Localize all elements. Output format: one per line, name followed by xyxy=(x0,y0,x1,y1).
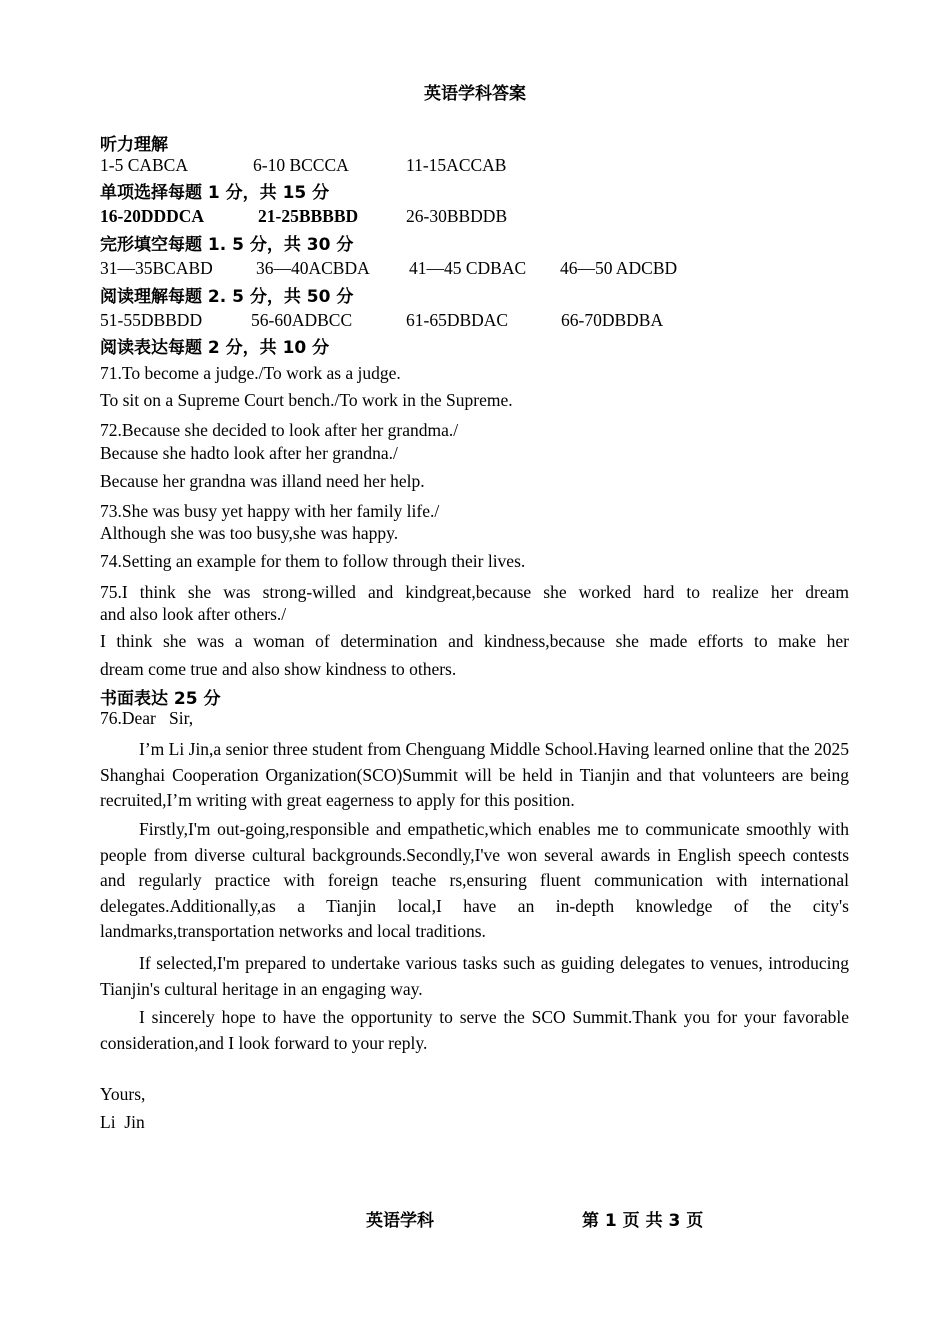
answer-line: dream come true and also show kindness to others. xyxy=(100,659,457,679)
footer-subject: 英语学科 xyxy=(366,1211,434,1231)
answer-group: 66-70DBDBA xyxy=(561,310,664,330)
answer-line: 74.Setting an example for them to follow through their lives. xyxy=(100,551,526,571)
answer-line: I think she was a woman of determination and kindness,because she made efforts to make her xyxy=(100,631,849,651)
answer-line: Because her grandna was illand need her help. xyxy=(100,471,425,491)
answer-group: 36—40ACBDA xyxy=(256,258,370,278)
answer-line: and also look after others./ xyxy=(100,604,287,624)
answer-group: 26-30BBDDB xyxy=(406,206,508,226)
letter-paragraph xyxy=(100,951,849,1002)
letter-paragraph xyxy=(100,737,849,814)
letter-closing: Yours, xyxy=(100,1084,146,1104)
answer-line: Because she hadto look after her grandna./ xyxy=(100,443,398,463)
page-title: 英语学科答案 xyxy=(424,84,526,104)
answer-line: 72.Because she decided to look after her grandma./ xyxy=(100,420,459,440)
answer-group: 46—50 ADCBD xyxy=(560,258,678,278)
answer-group: 51-55DBBDD xyxy=(100,310,203,330)
answer-group: 1-5 CABCA xyxy=(100,155,188,175)
answer-group: 61-65DBDAC xyxy=(406,310,509,330)
letter-signature: Li Jin xyxy=(100,1112,145,1132)
single-choice-heading: 单项选择每题 1 分，共 15 分 xyxy=(100,183,330,203)
footer-page-info: 第 1 页 共 3 页 xyxy=(582,1211,704,1231)
answer-group: 11-15ACCAB xyxy=(406,155,507,175)
answer-group: 16-20DDDCA xyxy=(100,206,205,226)
answer-line: To sit on a Supreme Court bench./To work in the Supreme. xyxy=(100,390,513,410)
letter-salutation: 76.Dear Sir, xyxy=(100,708,194,728)
letter-paragraph-text: Firstly,I'm out-going,responsible and empathetic,which enables me to communicate smoothly with people from diverse cultural backgrounds.Secondly,I've won several awards in English speech contests and regularly practice with foreign teache rs,ensuring fluent communication with international delegates.Additionally,as a Tianjin local,I have an in-depth knowledge of the city's landmarks,transportation networks and local traditions. xyxy=(100,819,849,942)
answer-group: 21-25BBBBD xyxy=(258,206,359,226)
cloze-heading: 完形填空每题 1. 5 分，共 30 分 xyxy=(100,235,354,255)
answer-group: 6-10 BCCCA xyxy=(253,155,349,175)
writing-heading: 书面表达 25 分 xyxy=(100,689,221,709)
answer-line: 75.I think she was strong-willed and kindgreat,because she worked hard to realize her dream xyxy=(100,582,849,602)
answer-line: Although she was too busy,she was happy. xyxy=(100,523,399,543)
letter-paragraph xyxy=(100,1005,849,1056)
reading-heading: 阅读理解每题 2. 5 分，共 50 分 xyxy=(100,287,354,307)
answer-group: 41—45 CDBAC xyxy=(409,258,527,278)
reading-expression-heading: 阅读表达每题 2 分，共 10 分 xyxy=(100,338,330,358)
answer-line: 73.She was busy yet happy with her family life./ xyxy=(100,501,440,521)
letter-paragraph-text: If selected,I'm prepared to undertake various tasks such as guiding delegates to venues, introducing Tianjin's cultural heritage in an engaging way. xyxy=(100,953,849,999)
letter-paragraph xyxy=(100,817,849,945)
answer-group: 31—35BCABD xyxy=(100,258,213,278)
listening-heading: 听力理解 xyxy=(100,135,168,155)
answer-group: 56-60ADBCC xyxy=(251,310,353,330)
letter-paragraph-text: I sincerely hope to have the opportunity to serve the SCO Summit.Thank you for your favorable consideration,and I look forward to your reply. xyxy=(100,1007,849,1053)
answer-line: 71.To become a judge./To work as a judge. xyxy=(100,363,401,383)
letter-paragraph-text: I’m Li Jin,a senior three student from Chenguang Middle School.Having learned online that the 2025 Shanghai Cooperation Organization(SCO)Summit will be held in Tianjin and that volunteers are being recruited,I’m writing with great eagerness to apply for this position. xyxy=(100,739,849,811)
